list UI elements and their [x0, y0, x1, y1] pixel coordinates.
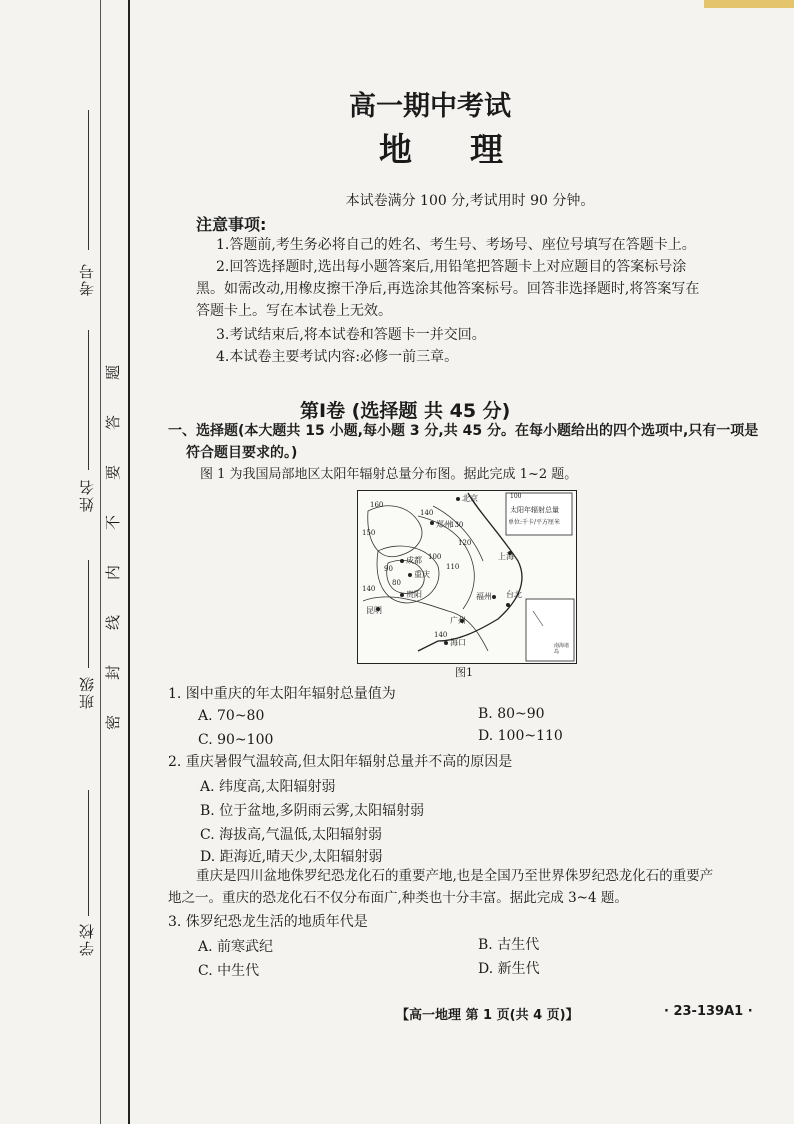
exam-number-label: 考号: [78, 262, 96, 296]
figure-caption: 图1: [455, 666, 473, 679]
question-stem: 3. 侏罗纪恐龙生活的地质年代是: [168, 914, 368, 930]
city-label: 成都: [406, 556, 422, 565]
option-a[interactable]: A. 70~80: [198, 708, 265, 724]
paper-stain: [704, 0, 794, 8]
city-marker: [506, 603, 510, 607]
figure-intro: 图 1 为我国局部地区太阳年辐射总量分布图。据此完成 1~2 题。: [200, 467, 578, 482]
contour-value: 110: [446, 563, 460, 571]
city-label: 郑州: [436, 520, 452, 529]
contour-value: 130: [450, 521, 464, 529]
city-label: 贵阳: [406, 590, 422, 599]
school-field[interactable]: [88, 790, 89, 916]
notice-heading: 注意事项:: [196, 215, 267, 234]
paper-code: · 23-139A1 ·: [664, 1004, 753, 1019]
part-line: 一、选择题(本大题共 15 小题,每小题 3 分,共 45 分。在每小题给出的四个选项中,只有一项是: [168, 423, 759, 439]
question-stem: 1. 图中重庆的年太阳年辐射总量值为: [168, 686, 396, 702]
option-b[interactable]: B. 位于盆地,多阴雨云雾,太阳辐射弱: [200, 803, 425, 819]
contour-value: 140: [434, 631, 448, 639]
seal-char: 内: [104, 564, 123, 581]
city-marker: [400, 559, 404, 563]
city-label: 福州: [476, 592, 492, 601]
contour-value: 80: [392, 579, 401, 587]
option-b[interactable]: B. 古生代: [478, 937, 540, 953]
seal-char: 不: [104, 514, 123, 531]
option-d[interactable]: D. 新生代: [478, 961, 540, 977]
solar-radiation-map: [357, 490, 577, 664]
city-label: 台北: [506, 590, 522, 599]
contour-line: [368, 506, 422, 557]
contour-value: 150: [362, 529, 376, 537]
city-label: 北京: [462, 494, 478, 503]
contour-value: 90: [384, 565, 393, 573]
option-c[interactable]: C. 海拔高,气温低,太阳辐射弱: [200, 827, 383, 843]
seal-char: 封: [104, 664, 123, 681]
question-stem: 2. 重庆暑假气温较高,但太阳年辐射总量并不高的原因是: [168, 754, 513, 770]
part-instructions: [168, 420, 768, 464]
option-c[interactable]: C. 中生代: [198, 963, 260, 979]
contour-value: 140: [362, 585, 376, 593]
city-label: 广州: [450, 616, 466, 625]
contour-value: 100: [428, 553, 442, 561]
passage-line: 地之一。重庆的恐龙化石不仅分布面广,种类也十分丰富。据此完成 3~4 题。: [168, 890, 628, 906]
option-b[interactable]: B. 80~90: [478, 706, 545, 722]
contour-value: 140: [420, 509, 434, 517]
city-label: 海口: [450, 638, 466, 647]
class-field[interactable]: [88, 560, 89, 668]
notice-item: 2.回答选择题时,选出每小题答案后,用铅笔把答题卡上对应题目的答案标号涂: [216, 259, 687, 275]
notice-item: 1.答题前,考生务必将自己的姓名、考生号、考场号、座位号填写在答题卡上。: [216, 237, 696, 253]
city-marker: [400, 593, 404, 597]
notice-item: 3.考试结束后,将本试卷和答题卡一并交回。: [216, 327, 486, 343]
exam-title: 高一期中考试: [349, 91, 511, 122]
exam-info: 本试卷满分 100 分,考试用时 90 分钟。: [345, 193, 595, 209]
city-marker: [456, 497, 460, 501]
notice-item: 4.本试卷主要考试内容:必修一前三章。: [216, 349, 459, 365]
seal-line: [128, 0, 130, 1124]
name-label: 姓名: [78, 478, 96, 512]
city-marker: [430, 521, 434, 525]
seal-char: 密: [104, 714, 123, 731]
city-marker: [492, 595, 496, 599]
seal-char: 要: [104, 464, 123, 481]
legend-sample: 100: [510, 493, 522, 500]
option-d[interactable]: D. 距海近,晴天少,太阳辐射弱: [200, 849, 383, 865]
contour-value: 160: [370, 501, 384, 509]
legend-title: 太阳年辐射总量: [510, 506, 559, 514]
class-label: 班级: [78, 675, 96, 709]
city-label: 重庆: [414, 570, 430, 579]
city-label: 上海: [498, 552, 514, 561]
name-field[interactable]: [88, 330, 89, 470]
page-footer: 【高一地理 第 1 页(共 4 页)】: [396, 1008, 579, 1023]
notice-item: 答题卡上。写在本试卷上无效。: [196, 303, 392, 319]
city-marker: [408, 573, 412, 577]
option-d[interactable]: D. 100~110: [478, 728, 563, 744]
passage-line: 重庆是四川盆地侏罗纪恐龙化石的重要产地,也是全国乃至世界侏罗纪恐龙化石的重要产: [196, 868, 714, 884]
inset-label: 南海诸岛: [554, 643, 570, 655]
option-a[interactable]: A. 前寒武纪: [198, 939, 274, 955]
notice-item: 黑。如需改动,用橡皮擦干净后,再选涂其他答案标号。回答非选择题时,将答案写在: [196, 281, 700, 297]
city-label: 昆明: [366, 606, 382, 615]
section-heading: 第Ⅰ卷 (选择题 共 45 分): [300, 400, 511, 422]
subject-title: 地理: [379, 130, 561, 169]
option-a[interactable]: A. 纬度高,太阳辐射弱: [200, 779, 336, 795]
contour-value: 120: [458, 539, 472, 547]
school-label: 学校: [78, 922, 96, 956]
option-c[interactable]: C. 90~100: [198, 732, 274, 748]
seal-char: 线: [104, 614, 123, 631]
legend-unit: 单位:千卡/平方厘米: [508, 519, 561, 526]
part-line: 符合题目要求的。): [186, 445, 298, 461]
city-marker: [444, 641, 448, 645]
seal-char: 题: [104, 364, 123, 381]
seal-char: 答: [104, 414, 123, 431]
binding-margin-line: [100, 0, 101, 1124]
exam-number-field[interactable]: [88, 110, 89, 250]
